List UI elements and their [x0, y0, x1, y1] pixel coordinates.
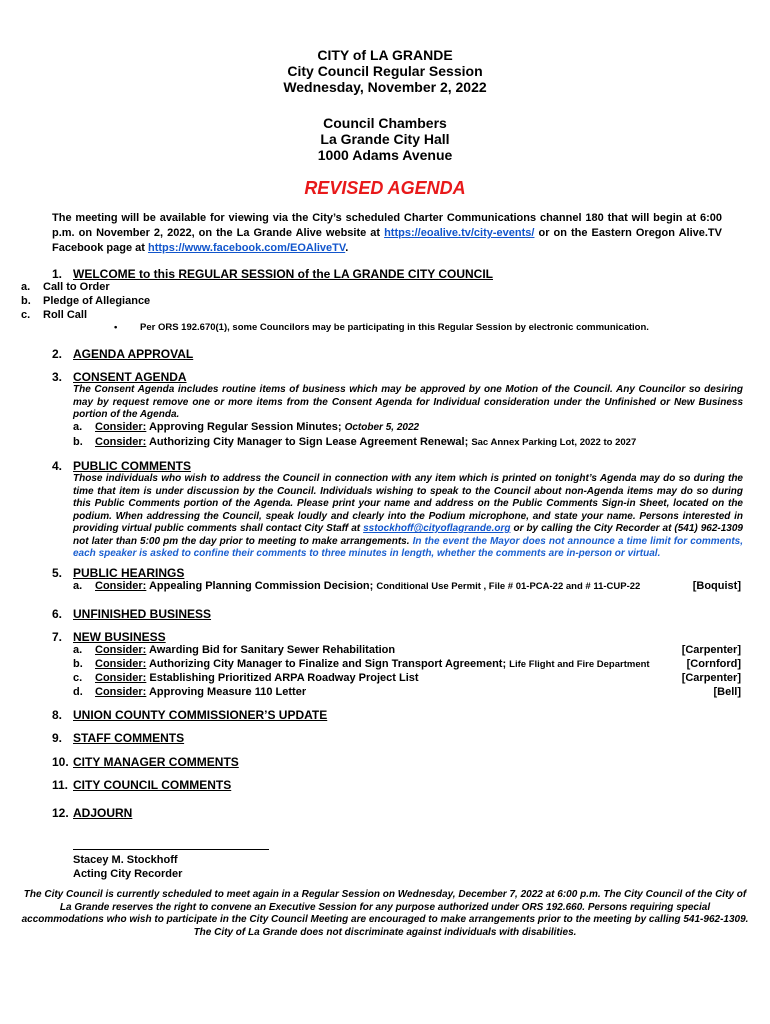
item-text: Appealing Planning Commission Decision; [146, 580, 377, 592]
item-text: Awarding Bid for Sanitary Sewer Rehabilitation [146, 644, 396, 656]
item-letter: a. [73, 421, 83, 433]
consent-item-a [73, 421, 743, 435]
item-detail: Life Flight and Fire Department [509, 659, 650, 670]
footer-notice: The City Council is currently scheduled to meet again in a Regular Session on Wednesday, December 7, 2022 at 6:00 p.m. The City Council of the City of La Grande reserves the right to convene an Executive Session for any purpose authorized under ORS 192.660. Persons requiring special accommodations who wish to participate in the City Council Meeting are encouraged to make arrangements prior to the meeting by calling 541-962-1309. The City of La Grande does not discriminate against individuals with disabilities. [21, 889, 749, 938]
section-title: PUBLIC COMMENTS [73, 459, 191, 473]
item-letter: d. [73, 686, 83, 698]
title-block [0, 47, 770, 95]
intro-paragraph [52, 211, 722, 256]
new-business-item [73, 644, 741, 658]
consider-label: Consider: [95, 580, 147, 592]
section-title: PUBLIC HEARINGS [73, 566, 185, 580]
eoalive-link[interactable]: https://eoalive.tv/city-events/ [384, 227, 535, 239]
section-number: 2. [52, 347, 63, 361]
consider-label: Consider: [95, 686, 147, 698]
item-letter: b. [73, 436, 83, 448]
section-number: 1. [52, 267, 63, 281]
section-title: WELCOME to this REGULAR SESSION of the LA GRANDE CITY COUNCIL [73, 267, 493, 281]
consider-label: Consider: [95, 672, 147, 684]
revised-agenda-heading: REVISED AGENDA [304, 178, 466, 198]
roll-call-note [114, 322, 649, 333]
location-address: 1000 Adams Avenue [317, 147, 453, 163]
item-letter: b. [21, 295, 31, 307]
item-letter: a. [73, 644, 83, 656]
welcome-item-a [21, 281, 691, 295]
signer-role: Acting City Recorder [73, 867, 183, 880]
section-title: CITY COUNCIL COMMENTS [73, 778, 232, 792]
public-comments-time-limit: In the event the Mayor does not announce a time limit for comments, each speaker is asked to confine their comments to three minutes in length, whether the comments are in-person or virtual. [73, 535, 744, 559]
item-detail: Sac Annex Parking Lot, 2022 to 2027 [471, 437, 637, 448]
bullet-icon: • [114, 322, 118, 333]
signature-block [73, 841, 269, 881]
item-letter: c. [73, 672, 83, 684]
consider-label: Consider: [95, 644, 147, 656]
meeting-date: Wednesday, November 2, 2022 [283, 79, 487, 95]
item-letter: c. [21, 309, 31, 321]
item-text: Pledge of Allegiance [43, 295, 151, 307]
section-number: 7. [52, 630, 63, 644]
section-title: ADJOURN [73, 806, 133, 820]
hearing-item-a [73, 580, 741, 594]
welcome-item-c [21, 309, 691, 323]
section-number: 5. [52, 566, 63, 580]
section-title: UNION COUNTY COMMISSIONER’S UPDATE [73, 708, 328, 722]
section-number: 10. [52, 755, 69, 769]
facebook-link[interactable]: https://www.facebook.com/EOAliveTV [147, 242, 346, 254]
item-letter: a. [73, 580, 83, 592]
email-link[interactable]: sstockhoff@cityoflagrande.org [363, 523, 511, 534]
public-comments-text-2: or by calling the City Recorder at (541) 962-1309 not later than 5:00 pm the day prior to meeting to make arrangements. [73, 523, 743, 547]
section-title: CITY MANAGER COMMENTS [73, 755, 239, 769]
location-block [0, 115, 770, 163]
presenter: [Cornford] [686, 658, 741, 670]
new-business-item [73, 686, 741, 700]
item-text: Authorizing City Manager to Sign Lease Agreement Renewal; [146, 436, 472, 448]
location-room: Council Chambers [323, 115, 447, 131]
item-text: Establishing Prioritized ARPA Roadway Project List [146, 672, 419, 684]
section-number: 4. [52, 459, 63, 473]
consider-label: Consider: [95, 436, 147, 448]
signature-line [73, 841, 269, 850]
item-detail: October 5, 2022 [344, 422, 420, 433]
section-number: 6. [52, 607, 63, 621]
intro-text-2: or on the Eastern Oregon Alive.TV Facebook page at [52, 227, 722, 254]
section-number: 11. [52, 778, 69, 792]
signer-name: Stacey M. Stockhoff [73, 854, 178, 866]
session-type: City Council Regular Session [287, 63, 483, 79]
item-detail: Conditional Use Permit , File # 01-PCA-22 and # 11-CUP-22 [376, 581, 641, 592]
city-name: CITY of LA GRANDE [317, 47, 453, 63]
item-text: Roll Call [43, 309, 88, 321]
presenter: [Carpenter] [681, 672, 741, 684]
presenter: [Bell] [713, 686, 741, 698]
public-comments-text-1: Those individuals who wish to address the Council in connection with any item which is printed on tonight’s Agenda may do so during the time that item is under discussion by the Council. Individuals wishing to speak to the Council about non-Agenda items may do so during this Public Comments portion of the Agenda. Please print your name and address on the Public Comments Sign-in Sheet, located on the podium. When addressing the Council, speak loudly and clearly into the Podium microphone, and state your name. Persons interested in providing virtual public comments shall contact City Staff at [73, 473, 743, 534]
roll-call-note-text: Per ORS 192.670(1), some Councilors may be participating in this Regular Session by electronic communication. [140, 322, 649, 333]
item-text: Approving Regular Session Minutes; [146, 421, 345, 433]
section-title: CONSENT AGENDA [73, 370, 187, 384]
section-number: 12. [52, 806, 69, 820]
section-number: 9. [52, 731, 63, 745]
presenter: [Boquist] [692, 580, 741, 592]
intro-text-1: The meeting will be available for viewing via the City’s scheduled Charter Communications channel 180 that will begin at 6:00 p.m. on November 2, 2022, on the La Grande Alive website at [52, 212, 722, 239]
welcome-item-b [21, 295, 691, 309]
item-letter: b. [73, 658, 83, 670]
section-title: AGENDA APPROVAL [73, 347, 194, 361]
item-letter: a. [21, 281, 31, 293]
item-text: Approving Measure 110 Letter [146, 686, 307, 698]
new-business-item [73, 658, 741, 672]
section-title: STAFF COMMENTS [73, 731, 185, 745]
presenter: [Carpenter] [681, 644, 741, 656]
item-text: Authorizing City Manager to Finalize and Sign Transport Agreement; [146, 658, 510, 670]
item-text: Call to Order [43, 281, 110, 293]
section-title: UNFINISHED BUSINESS [73, 607, 212, 621]
consent-agenda-note: The Consent Agenda includes routine items of business which may be approved by one Motion of the Council. Any Councilor so desiring may by request remove one or more items from the Consent Agenda for Individual consideration under the Unfinished or New Business portion of the Agenda. [73, 384, 743, 420]
location-building: La Grande City Hall [320, 131, 450, 147]
consent-item-b [73, 436, 743, 450]
section-number: 8. [52, 708, 63, 722]
section-title: NEW BUSINESS [73, 630, 166, 644]
section-number: 3. [52, 370, 63, 384]
new-business-item [73, 672, 741, 686]
intro-text-3: . [345, 242, 349, 254]
consider-label: Consider: [95, 658, 147, 670]
public-comments-note [73, 473, 743, 561]
consider-label: Consider: [95, 421, 147, 433]
